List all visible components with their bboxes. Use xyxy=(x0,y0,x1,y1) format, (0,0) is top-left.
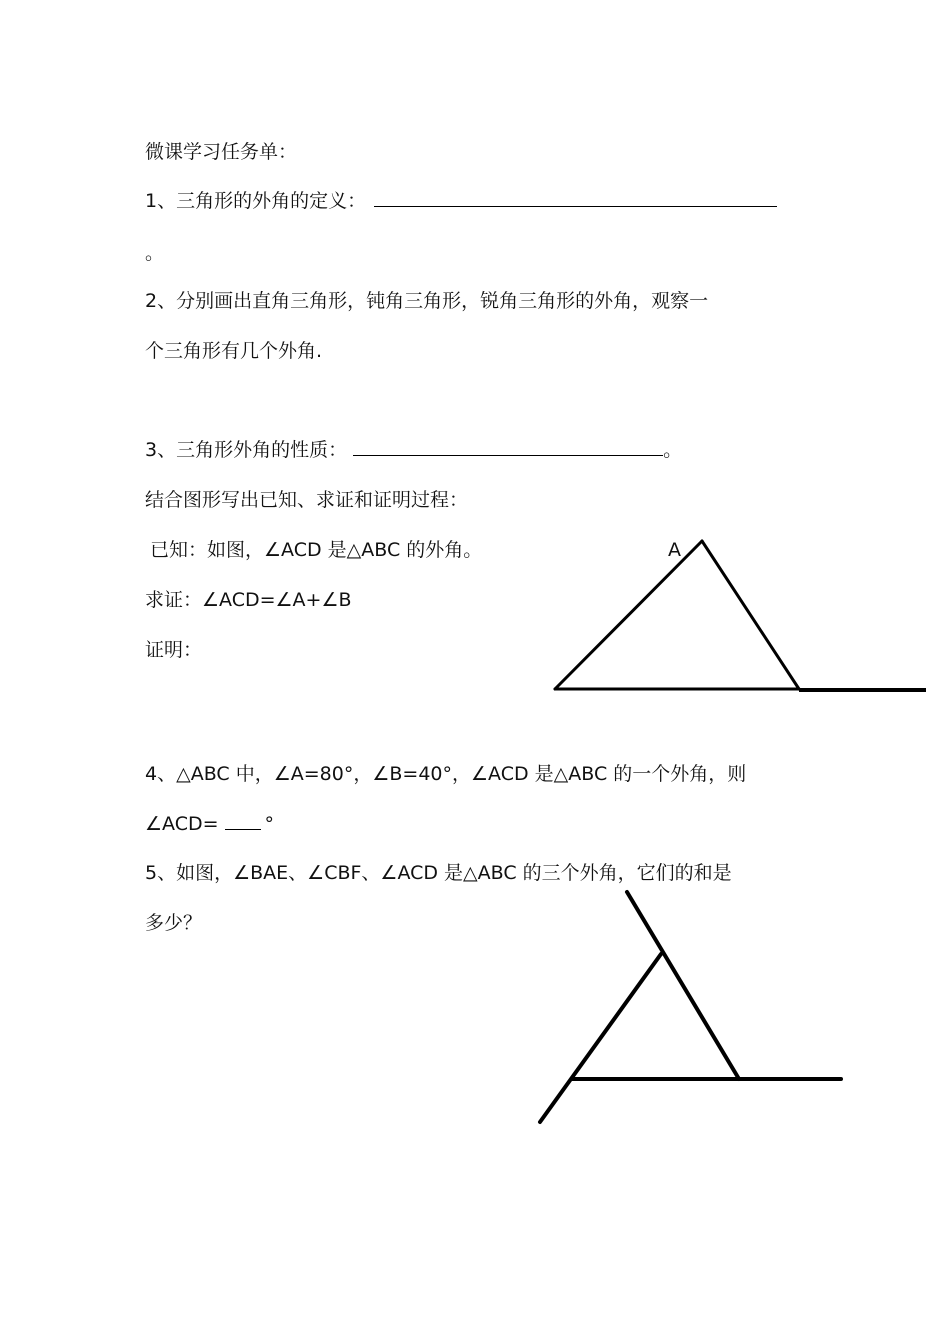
figure2-ray-right xyxy=(627,892,739,1079)
question-4-prefix: ∠ACD= xyxy=(145,813,219,835)
question-5-line2: 多少？ xyxy=(145,912,203,934)
question-1-tail: 。 xyxy=(145,242,165,264)
figure1-vertex-label: A xyxy=(668,539,681,561)
question-4-line1: 4、△ABC 中，∠A=80°，∠B=40°，∠ACD 是△ABC 的一个外角，则 xyxy=(145,763,747,785)
figure2-ray-left xyxy=(540,954,661,1122)
figure1-triangle xyxy=(555,541,799,689)
question-2-line1: 2、分别画出直角三角形，钝角三角形，锐角三角形的外角，观察一 xyxy=(145,290,709,312)
worksheet-title: 微课学习任务单： xyxy=(145,141,298,163)
question-5-line1: 5、如图，∠BAE、∠CBF、∠ACD 是△ABC 的三个外角，它们的和是 xyxy=(145,862,732,884)
question-1-text: 1、三角形的外角的定义： xyxy=(145,190,367,212)
given-text: 已知：如图，∠ACD 是△ABC 的外角。 xyxy=(150,539,483,561)
prove-text: 求证：∠ACD=∠A+∠B xyxy=(145,589,352,611)
figure2 xyxy=(540,892,841,1122)
question-2-line2: 个三角形有几个外角. xyxy=(145,340,323,362)
figure1-side-left xyxy=(555,541,702,689)
figure1-side-right xyxy=(702,541,799,689)
degree-sign: ° xyxy=(264,813,275,835)
question-4-line2 xyxy=(145,811,274,837)
acd-answer-blank[interactable] xyxy=(225,811,261,830)
question-3-tail: 。 xyxy=(663,439,683,461)
question-3-text: 3、三角形外角的性质： xyxy=(145,439,348,461)
proof-label: 证明： xyxy=(145,639,203,661)
instruction-text: 结合图形写出已知、求证和证明过程： xyxy=(145,489,469,511)
